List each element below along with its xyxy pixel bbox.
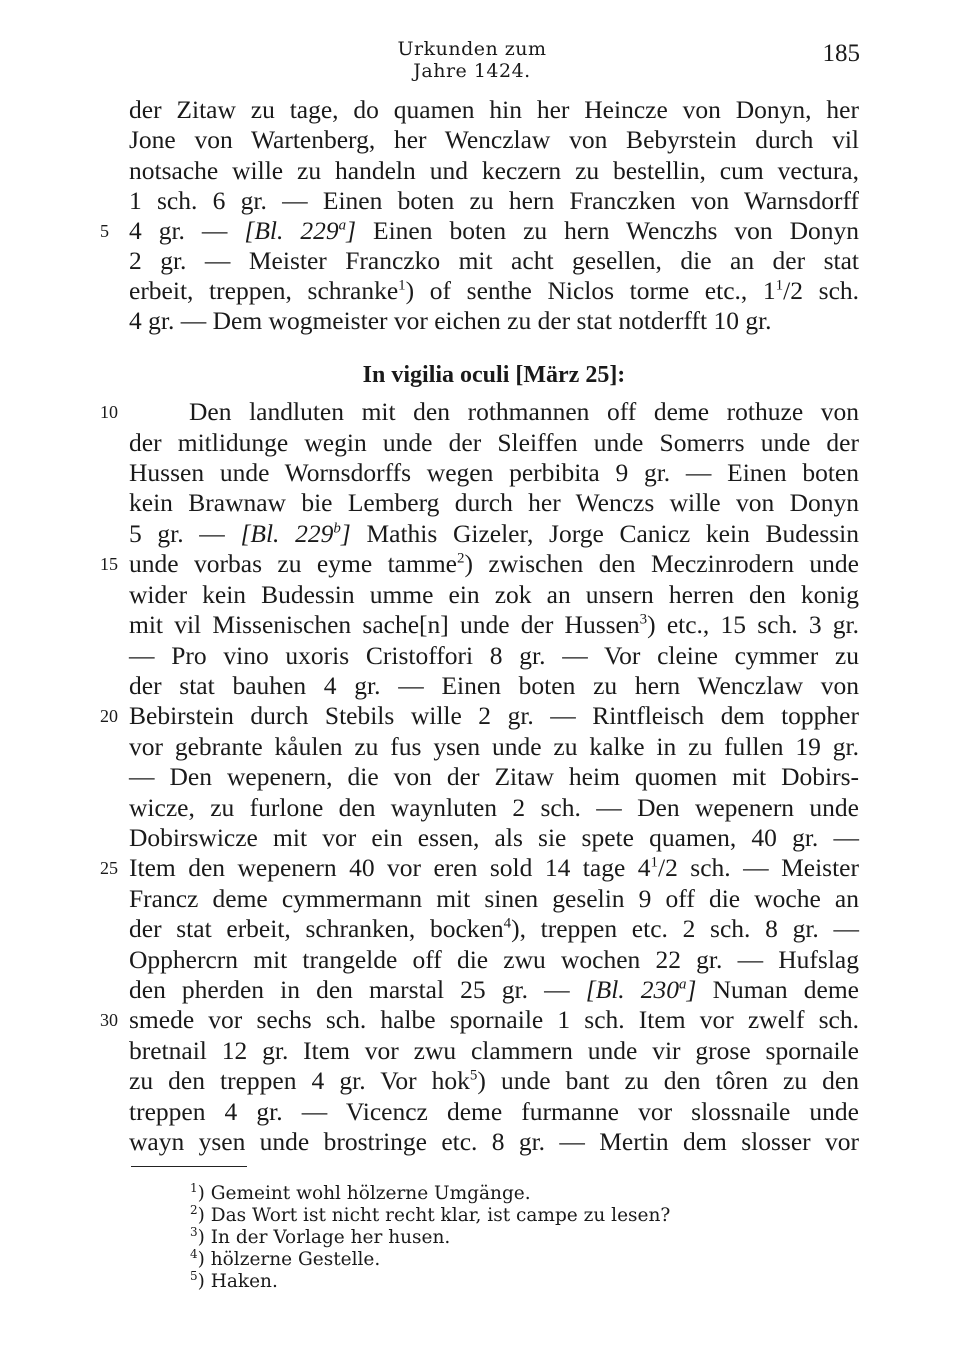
footnote: $^3$) In der Vorlage her husen. xyxy=(190,1224,451,1248)
footnote-ref: 1 xyxy=(398,277,406,294)
text-line: zu den treppen 4 gr. Vor hok$^5$) unde bant zu den tôren zu den xyxy=(129,1066,859,1095)
text-line: Hussen unde Wornsdorffs wegen perbibita 9 gr. — Einen boten xyxy=(129,458,859,487)
text-line: Opphercrn mit trangelde off die zwu wochen 22 gr. — Hufslag xyxy=(129,945,859,974)
text-line: kein Brawnaw bie Lemberg durch her Wenczs wille von Donyn xyxy=(129,488,859,517)
text-line: vor gebrante kåulen zu fus ysen unde zu kalke in zu fullen 19 gr. xyxy=(129,732,859,761)
text-line: bretnail 12 gr. Item vor zwu clammern unde vir grose spornaile xyxy=(129,1036,859,1065)
text-line: 1 sch. 6 gr. — Einen boten zu hern Franczken von Warnsdorff xyxy=(129,186,859,215)
footnote-ref: 4 xyxy=(503,915,512,932)
footnote: $^1$) Gemeint wohl hölzerne Umgänge. xyxy=(190,1180,531,1204)
margin-line-number: 15 xyxy=(100,554,118,574)
margin-line-number: 30 xyxy=(100,1010,118,1030)
text-line: 4 gr. — [Bl. 229$^a$] Einen boten zu hern Wenczhs von Donyn xyxy=(129,216,859,245)
margin-line-number: 20 xyxy=(100,706,118,726)
text-line: wicze, zu furlone den waynluten 2 sch. — Den wepenern unde xyxy=(129,793,859,822)
text-line: Item den wepenern 40 vor eren sold 14 tage $4^1/2$ sch. — Meister xyxy=(129,853,859,882)
running-head: Urkunden zum Jahre 1424. xyxy=(397,38,547,82)
text-line: unde vorbas zu eyme tamme$^2$) zwischen den Meczinrodern unde xyxy=(129,549,859,578)
text-line: wayn ysen unde brostringe etc. 8 gr. — Mertin dem slosser vor xyxy=(129,1127,859,1156)
footnote: $^5$) Haken. xyxy=(190,1268,278,1292)
text-line: treppen 4 gr. — Vicencz deme furmanne vor slossnaile unde xyxy=(129,1097,859,1126)
footnote: $^2$) Das Wort ist nicht recht klar, ist campe zu lesen? xyxy=(190,1202,671,1226)
text-line: — Den wepenern, die von der Zitaw heim quomen mit Dobirs- xyxy=(129,762,859,791)
folio-reference: [Bl. 229$^a$] xyxy=(244,216,357,245)
section-heading: In vigilia oculi [März 25]: xyxy=(362,362,626,388)
text-line: — Pro vino uxoris Cristoffori 8 gr. — Vor cleine cymmer zu xyxy=(129,641,859,670)
footnote: $^4$) hölzerne Gestelle. xyxy=(190,1246,381,1270)
folio-reference: [Bl. 230$^a$] xyxy=(585,975,697,1004)
text-line: mit vil Missenischen sache[n] unde der Hussen$^3$) etc., 15 sch. 3 gr. xyxy=(129,610,860,639)
text-line: wider kein Budessin umme ein zok an unsern herren den konig xyxy=(129,580,859,609)
text-line: der Zitaw zu tage, do quamen hin her Heincze von Donyn, her xyxy=(129,95,859,124)
text-line: Francz deme cymmermann mit sinen geselin 9 off die woche an xyxy=(129,884,859,913)
margin-line-number: 10 xyxy=(100,402,118,422)
page-number: 185 xyxy=(822,40,860,67)
text-line: Bebirstein durch Stebils wille 2 gr. — Rintfleisch dem toppher xyxy=(129,701,859,730)
text-line: der mitlidunge wegin unde der Sleiffen unde Somerrs unde der xyxy=(129,428,859,457)
margin-line-number: 5 xyxy=(100,221,109,241)
text-line: 4 gr. — Dem wogmeister vor eichen zu der stat notderfft 10 gr. xyxy=(129,306,772,335)
footnote-rule xyxy=(131,1166,247,1167)
footnote-ref: 3 xyxy=(639,611,648,628)
footnote-ref: 2 xyxy=(456,550,465,567)
margin-line-number: 25 xyxy=(100,858,118,878)
text-line: der stat erbeit, schranken, bocken$^4$), treppen etc. 2 sch. 8 gr. — xyxy=(129,914,859,943)
text-line: erbeit, treppen, schranke$^1$) of senthe Niclos torme etc., $1^1/2$ sch. xyxy=(129,276,860,305)
folio-reference: [Bl. 229$^b$] xyxy=(240,519,351,548)
text-line: smede vor sechs sch. halbe spornaile 1 sch. Item vor zwelf sch. xyxy=(129,1005,859,1034)
text-line: der stat bauhen 4 gr. — Einen boten zu hern Wenczlaw von xyxy=(129,671,859,700)
text-line: notsache wille zu handeln und keczern zu bestellin, cum vectura, xyxy=(129,156,859,185)
text-line: den pherden in den marstal 25 gr. — [Bl. 230$^a$] Numan deme xyxy=(129,975,859,1004)
text-line: 2 gr. — Meister Franczko mit acht gesellen, die an der stat xyxy=(129,246,859,275)
text-line: Dobirswicze mit vor ein essen, als sie spete quamen, 40 gr. — xyxy=(129,823,859,852)
text-line: Jone von Wartenberg, her Wenczlaw von Bebyrstein durch vil xyxy=(129,125,859,154)
text-line: Den landluten mit den rothmannen off deme rothuze von xyxy=(189,397,859,426)
text-line: 5 gr. — [Bl. 229$^b$] Mathis Gizeler, Jorge Canicz kein Budessin xyxy=(129,519,860,548)
footnote-ref: 5 xyxy=(469,1067,478,1084)
